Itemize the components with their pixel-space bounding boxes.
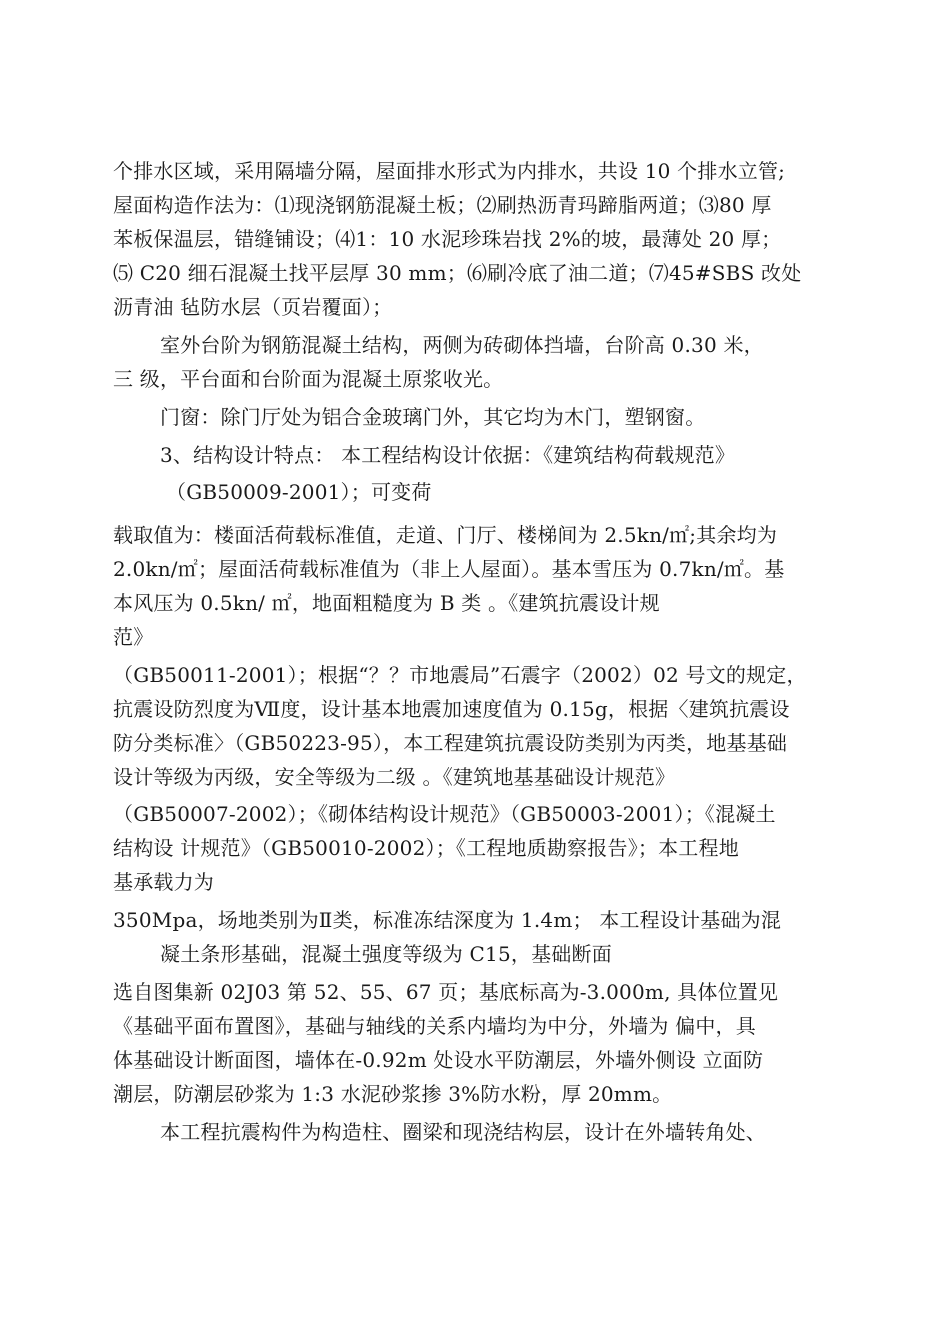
text-line: 苯板保温层，错缝铺设；⑷1：10 水泥珍珠岩找 2%的坡，最薄处 20 厚； bbox=[113, 227, 782, 251]
text-line: 载取值为：楼面活荷载标准值，走道、门厅、楼梯间为 2.5kn/㎡;其余均为 bbox=[113, 523, 778, 547]
text-line: 《基础平面布置图》，基础与轴线的关系内墙均为中分，外墙为 偏中，具 bbox=[113, 1014, 756, 1038]
text-line: （GB50007-2002）；《砌体结构设计规范》（GB50003-2001）；《混凝土 bbox=[113, 802, 776, 826]
section-heading: 3、结构设计特点： 本工程结构设计依据：《建筑结构荷载规范》 bbox=[160, 443, 736, 467]
text-line: 屋面构造作法为：⑴现浇钢筋混凝土板；⑵刷热沥青玛蹄脂两道；⑶80 厚 bbox=[113, 193, 772, 217]
text-line: 凝土条形基础，混凝土强度等级为 C15，基础断面 bbox=[160, 942, 612, 966]
text-line: 本工程抗震构件为构造柱、圈梁和现浇结构层，设计在外墙转角处、 bbox=[160, 1120, 766, 1144]
text-line: 350Mpa，场地类别为Ⅱ类，标准冻结深度为 1.4m； 本工程设计基础为混 bbox=[113, 908, 782, 932]
text-line: 三 级，平台面和台阶面为混凝土原浆收光。 bbox=[113, 367, 504, 391]
text-line: 潮层，防潮层砂浆为 1:3 水泥砂浆掺 3%防水粉，厚 20mm。 bbox=[113, 1082, 673, 1106]
text-line: 体基础设计断面图，墙体在-0.92m 处设水平防潮层，外墙外侧设 立面防 bbox=[113, 1048, 764, 1072]
text-line: 结构设 计规范》（GB50010-2002）；《工程地质勘察报告》；本工程地 bbox=[113, 836, 739, 860]
text-line: 门窗：除门厅处为铝合金玻璃门外，其它均为木门，塑钢窗。 bbox=[160, 405, 706, 429]
text-line: 个排水区域，采用隔墙分隔，屋面排水形式为内排水，共设 10 个排水立管; bbox=[113, 159, 786, 183]
text-line: 室外台阶为钢筋混凝土结构，两侧为砖砌体挡墙，台阶高 0.30 米， bbox=[160, 333, 764, 357]
text-line: 选自图集新 02J03 第 52、55、67 页；基底标高为-3.000m, 具体位置见 bbox=[113, 980, 779, 1004]
text-line: 设计等级为丙级，安全等级为二级 。《建筑地基基础设计规范》 bbox=[113, 765, 676, 789]
text-line: ⑸ C20 细石混凝土找平层厚 30 mm；⑹刷冷底了油二道；⑺45#SBS 改处 bbox=[113, 261, 802, 285]
text-line: 基承载力为 bbox=[113, 870, 214, 894]
text-line: 范》 bbox=[113, 625, 154, 649]
text-line: 2.0kn/㎡；屋面活荷载标准值为（非上人屋面）。基本雪压为 0.7kn/㎡。基 bbox=[113, 557, 785, 581]
text-line: 防分类标准〉（GB50223-95），本工程建筑抗震设防类别为丙类，地基基础 bbox=[113, 731, 788, 755]
text-line: 本风压为 0.5kn/ ㎡，地面粗糙度为 B 类 。《建筑抗震设计规 bbox=[113, 591, 660, 615]
text-line: 沥青油 毡防水层（页岩覆面）； bbox=[113, 295, 393, 319]
text-line: （GB50011-2001）；根据“？？市地震局”石震字（2002）02 号文的规定， bbox=[113, 663, 807, 687]
text-line: 抗震设防烈度为Ⅶ度，设计基本地震加速度值为 0.15g，根据〈建筑抗震设 bbox=[113, 697, 790, 721]
text-line: （GB50009-2001）；可变荷 bbox=[166, 480, 432, 504]
